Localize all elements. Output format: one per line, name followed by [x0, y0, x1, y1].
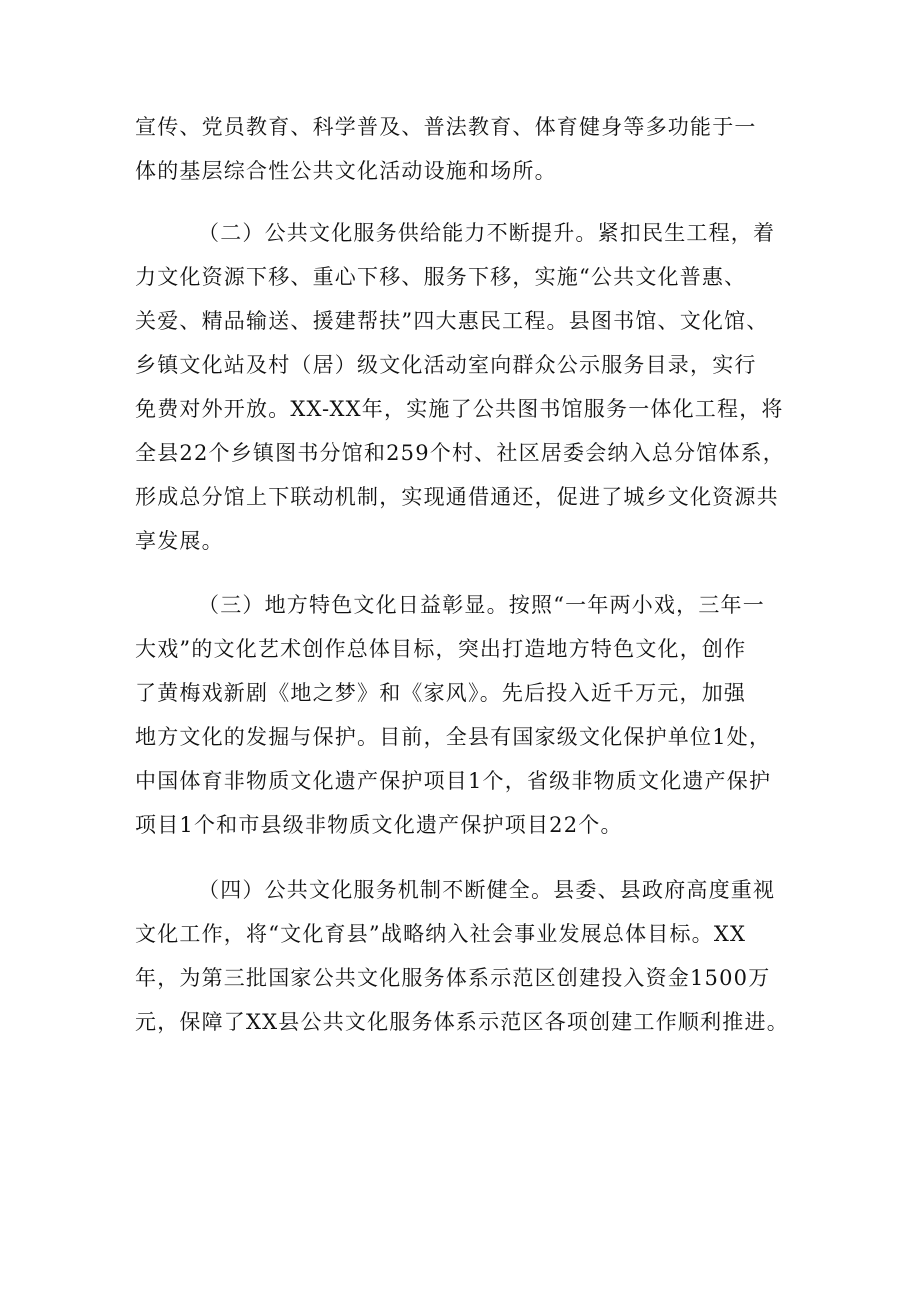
text-line: 了黄梅戏新剧《地之梦》和《家风》。先后投入近千万元，加强	[135, 681, 747, 705]
text-line: 体的基层综合性公共文化活动设施和场所。	[135, 159, 557, 183]
text-line: （二）公共文化服务供给能力不断提升。紧扣民生工程，着	[198, 221, 776, 245]
text-line: 宣传、党员教育、科学普及、普法教育、体育健身等多功能于一	[135, 115, 757, 139]
text-line: （三）地方特色文化日益彰显。按照“一年两小戏，三年一	[198, 593, 765, 617]
paragraph-service-mechanism	[135, 868, 795, 1044]
text-line: 大戏”的文化艺术创作总体目标，突出打造地方特色文化，创作	[135, 637, 747, 661]
text-line: 中国体育非物质文化遗产保护项目1个，省级非物质文化遗产保护	[135, 769, 772, 793]
paragraph-continuation	[135, 105, 795, 193]
text-line: 享发展。	[135, 529, 224, 553]
document-body	[135, 105, 795, 1044]
text-line: 关爱、精品输送、援建帮扶”四大惠民工程。县图书馆、文化馆、	[135, 309, 769, 333]
text-line: 文化工作，将“文化育县”战略纳入社会事业发展总体目标。XX	[135, 922, 747, 946]
text-line: 全县22个乡镇图书分馆和259个村、社区居委会纳入总分馆体系，	[135, 441, 786, 465]
text-line: 乡镇文化站及村（居）级文化活动室向群众公示服务目录，实行	[135, 353, 757, 377]
text-line: 形成总分馆上下联动机制，实现通借通还，促进了城乡文化资源共	[135, 485, 779, 509]
text-line: 年，为第三批国家公共文化服务体系示范区创建投入资金1500万	[135, 966, 771, 990]
text-line: 免费对外开放。XX-XX年，实施了公共图书馆服务一体化工程，将	[135, 397, 784, 421]
text-line: （四）公共文化服务机制不断健全。县委、县政府高度重视	[198, 878, 776, 902]
text-line: 地方文化的发掘与保护。目前，全县有国家级文化保护单位1处，	[135, 725, 772, 749]
text-line: 力文化资源下移、重心下移、服务下移，实施“公共文化普惠、	[135, 265, 747, 289]
paragraph-local-culture	[135, 583, 795, 847]
text-line: 项目1个和市县级非物质文化遗产保护项目22个。	[135, 813, 623, 837]
text-line: 元，保障了XX县公共文化服务体系示范区各项创建工作顺利推进。	[135, 1010, 789, 1034]
paragraph-public-service-supply	[135, 211, 795, 563]
